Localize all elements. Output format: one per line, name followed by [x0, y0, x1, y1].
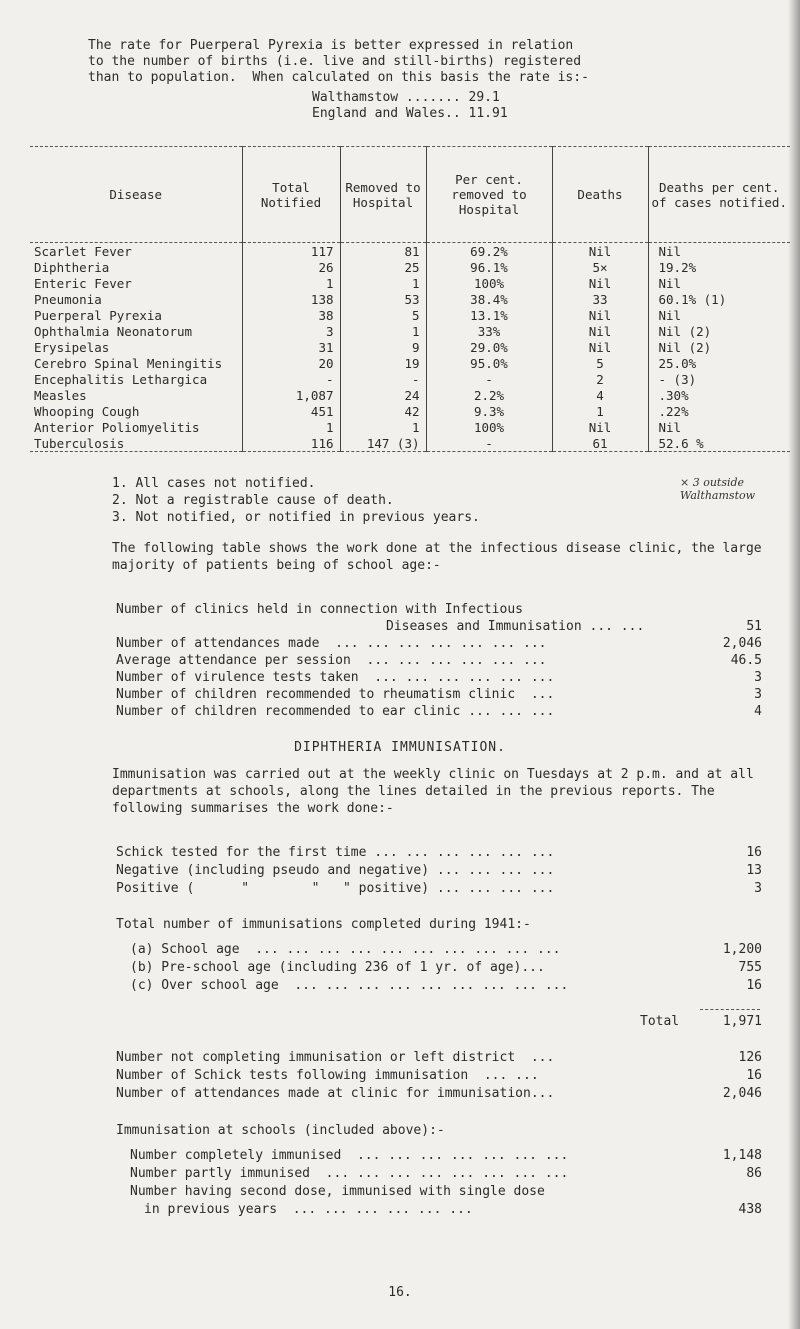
deaths-percent-cell: Nil (2) [648, 323, 790, 339]
removed-to-hospital-cell: 5 [340, 307, 426, 323]
table-row [30, 275, 790, 291]
immunisation-item-value: 2,046 [722, 1086, 762, 1101]
deaths-percent-cell: 52.6 % [648, 435, 790, 452]
disease-name-cell: Ophthalmia Neonatorum [34, 323, 193, 339]
removed-to-hospital-cell: 81 [340, 243, 426, 260]
header-removed-to-hospital: Removed to Hospital [340, 147, 426, 243]
rate-england-wales: England and Wales.. 11.91 [312, 106, 508, 121]
removed-to-hospital-cell: 1 [340, 323, 426, 339]
total-notified-cell: 117 [242, 243, 340, 260]
deaths-percent-cell: 19.2% [648, 259, 790, 275]
header-death-rate: Deaths per cent. of cases notified. [648, 147, 790, 243]
removed-to-hospital-cell: 1 [340, 419, 426, 435]
immunisation-item-label: Number not completing immunisation or left district ... [116, 1050, 555, 1065]
age-group-item-value: 755 [738, 960, 762, 975]
deaths-percent-cell: Nil [648, 275, 790, 291]
clinic-item-value: 3 [754, 670, 762, 685]
section-heading-diphtheria: DIPHTHERIA IMMUNISATION. [294, 740, 506, 755]
school-item-label-continued: in previous years ... ... ... ... ... ... [144, 1202, 473, 1217]
removed-to-hospital-cell: 53 [340, 291, 426, 307]
percent-removed-cell: 38.4% [426, 291, 552, 307]
deaths-percent-cell: Nil [648, 243, 790, 260]
intro-line-3: than to population. When calculated on this basis the rate is:- [88, 70, 589, 85]
disease-table [30, 146, 790, 452]
school-item-value: 86 [746, 1166, 762, 1181]
deaths-percent-cell: 60.1% (1) [648, 291, 790, 307]
total-label: Total [640, 1014, 680, 1029]
schick-item-label: Schick tested for the first time ... ... ... ... ... ... [116, 845, 555, 860]
handwritten-note: × 3 outside Walthamstow [680, 476, 756, 502]
disease-name-cell: Erysipelas [34, 339, 110, 355]
deaths-percent-cell: Nil (2) [648, 339, 790, 355]
percent-removed-cell: - [426, 371, 552, 387]
total-notified-cell: 3 [242, 323, 340, 339]
clinic-item-label: Number of attendances made ... ... ... ... ... ... ... [116, 636, 547, 651]
total-notified-cell: 20 [242, 355, 340, 371]
percent-removed-cell: 100% [426, 419, 552, 435]
school-item-label: Number having second dose, immunised with single dose [130, 1184, 545, 1199]
table-row [30, 259, 790, 275]
deaths-percent-cell: Nil [648, 419, 790, 435]
percent-removed-cell: 13.1% [426, 307, 552, 323]
table-row [30, 387, 790, 403]
percent-removed-cell: 95.0% [426, 355, 552, 371]
schick-item-label: Negative (including pseudo and negative) ... ... ... ... [116, 863, 555, 878]
header-percent-removed: Per cent. removed to Hospital [426, 147, 552, 243]
disease-name-cell: Whooping Cough [34, 403, 140, 419]
deaths-cell: 2 [552, 371, 648, 387]
percent-removed-cell: 96.1% [426, 259, 552, 275]
table-row [30, 403, 790, 419]
age-group-item-label: (c) Over school age ... ... ... ... ... ... ... ... ... [130, 978, 569, 993]
total-value: 1,971 [722, 1014, 762, 1029]
total-notified-cell: 116 [242, 435, 340, 452]
school-item-label: Number partly immunised ... ... ... ... ... ... ... ... [130, 1166, 569, 1181]
deaths-cell: 33 [552, 291, 648, 307]
deaths-cell: Nil [552, 243, 648, 260]
percent-removed-cell: 9.3% [426, 403, 552, 419]
disease-name-cell: Tuberculosis [34, 435, 125, 451]
table-row [30, 307, 790, 323]
schick-item-label: Positive ( " " " positive) ... ... ... ... [116, 881, 555, 896]
clinic-item-value: 46.5 [730, 653, 762, 668]
footnote-1: 1. All cases not notified. [112, 476, 316, 491]
deaths-cell: 5× [552, 259, 648, 275]
removed-to-hospital-cell: 19 [340, 355, 426, 371]
table-row [30, 243, 790, 260]
header-total-notified: Total Notified [242, 147, 340, 243]
deaths-cell: Nil [552, 339, 648, 355]
clinic-item-value: 2,046 [722, 636, 762, 651]
clinic-item-label: Number of children recommended to rheumatism clinic ... [116, 687, 555, 702]
removed-to-hospital-cell: 1 [340, 275, 426, 291]
page-number: 16. [388, 1285, 412, 1300]
age-group-item-label: (a) School age ... ... ... ... ... ... ... ... ... ... [130, 942, 561, 957]
intro-line-2: to the number of births (i.e. live and still-births) registered [88, 54, 582, 69]
age-group-item-value: 1,200 [722, 942, 762, 957]
total-notified-cell: 1 [242, 275, 340, 291]
disease-name-cell: Puerperal Pyrexia [34, 307, 162, 323]
percent-removed-cell: 69.2% [426, 243, 552, 260]
footnote-2: 2. Not a registrable cause of death. [112, 493, 394, 508]
immunisation-item-value: 126 [738, 1050, 762, 1065]
deaths-cell: Nil [552, 275, 648, 291]
clinic-item-value: 4 [754, 704, 762, 719]
percent-removed-cell: 33% [426, 323, 552, 339]
table-row [30, 291, 790, 307]
clinic-item-label: Number of clinics held in connection with Infectious [116, 602, 523, 617]
total-notified-cell: 1,087 [242, 387, 340, 403]
removed-to-hospital-cell: 25 [340, 259, 426, 275]
total-notified-cell: 38 [242, 307, 340, 323]
total-notified-cell: 138 [242, 291, 340, 307]
disease-name-cell: Scarlet Fever [34, 243, 132, 259]
removed-to-hospital-cell: 9 [340, 339, 426, 355]
removed-to-hospital-cell: 24 [340, 387, 426, 403]
disease-name-cell: Measles [34, 387, 87, 403]
total-notified-cell: 1 [242, 419, 340, 435]
disease-name-cell: Cerebro Spinal Meningitis [34, 355, 223, 371]
intro-line-1: The rate for Puerperal Pyrexia is better expressed in relation [88, 38, 574, 53]
total-notified-cell: 451 [242, 403, 340, 419]
immunisation-item-label: Number of Schick tests following immunisation ... ... [116, 1068, 539, 1083]
age-group-item-value: 16 [746, 978, 762, 993]
table-row [30, 435, 790, 452]
deaths-percent-cell: - (3) [648, 371, 790, 387]
percent-removed-cell: 100% [426, 275, 552, 291]
disease-name-cell: Enteric Fever [34, 275, 132, 291]
clinic-intro-paragraph: The following table shows the work done at the infectious disease clinic, the large majority of patients being of school age:- [112, 541, 762, 573]
deaths-percent-cell: .22% [648, 403, 790, 419]
total-notified-cell: 26 [242, 259, 340, 275]
deaths-cell: 61 [552, 435, 648, 452]
disease-name-cell: Diphtheria [34, 259, 110, 275]
deaths-cell: Nil [552, 307, 648, 323]
footnote-3: 3. Not notified, or notified in previous years. [112, 510, 480, 525]
clinic-item-value: 3 [754, 687, 762, 702]
deaths-cell: 1 [552, 403, 648, 419]
deaths-cell: Nil [552, 323, 648, 339]
deaths-cell: Nil [552, 419, 648, 435]
school-item-label: Number completely immunised ... ... ... ... ... ... ... [130, 1148, 569, 1163]
clinic-item-label: Number of virulence tests taken ... ... ... ... ... ... [116, 670, 555, 685]
immunisation-item-value: 16 [746, 1068, 762, 1083]
clinic-item-label: Number of children recommended to ear clinic ... ... ... [116, 704, 555, 719]
total-notified-cell: - [242, 371, 340, 387]
header-deaths: Deaths [552, 147, 648, 243]
school-item-value: 438 [738, 1202, 762, 1217]
schick-item-value: 16 [746, 845, 762, 860]
percent-removed-cell: - [426, 435, 552, 452]
deaths-percent-cell: .30% [648, 387, 790, 403]
percent-removed-cell: 29.0% [426, 339, 552, 355]
deaths-cell: 5 [552, 355, 648, 371]
age-group-item-label: (b) Pre-school age (including 236 of 1 yr. of age)... [130, 960, 545, 975]
immunisation-item-label: Number of attendances made at clinic for immunisation... [116, 1086, 555, 1101]
rate-walthamstow: Walthamstow ....... 29.1 [312, 90, 500, 105]
header-disease: Disease [109, 187, 163, 202]
table-row [30, 323, 790, 339]
deaths-cell: 4 [552, 387, 648, 403]
table-row [30, 355, 790, 371]
removed-to-hospital-cell: 42 [340, 403, 426, 419]
clinic-item-label: Average attendance per session ... ... ... ... ... ... [116, 653, 547, 668]
disease-name-cell: Encephalitis Lethargica [34, 371, 208, 387]
schools-immunisation-heading: Immunisation at schools (included above):- [116, 1123, 445, 1138]
clinic-item-value: 51 [746, 619, 762, 634]
table-row [30, 339, 790, 355]
disease-name-cell: Pneumonia [34, 291, 102, 307]
table-row [30, 371, 790, 387]
total-notified-cell: 31 [242, 339, 340, 355]
removed-to-hospital-cell: - [340, 371, 426, 387]
immunisation-paragraph: Immunisation was carried out at the weekly clinic on Tuesdays at 2 p.m. and at all departments at schools, along the lines detailed in the previous reports. The following summarises the work done:- [112, 767, 754, 816]
schick-item-value: 3 [754, 881, 762, 896]
schick-item-value: 13 [746, 863, 762, 878]
school-item-value: 1,148 [722, 1148, 762, 1163]
table-row [30, 419, 790, 435]
disease-name-cell: Anterior Poliomyelitis [34, 419, 200, 435]
clinic-item-label-continued: Diseases and Immunisation ... ... [386, 619, 645, 634]
deaths-percent-cell: Nil [648, 307, 790, 323]
deaths-percent-cell: 25.0% [648, 355, 790, 371]
total-immunisations-label: Total number of immunisations completed during 1941:- [116, 917, 531, 932]
removed-to-hospital-cell: 147 (3) [340, 435, 426, 452]
percent-removed-cell: 2.2% [426, 387, 552, 403]
